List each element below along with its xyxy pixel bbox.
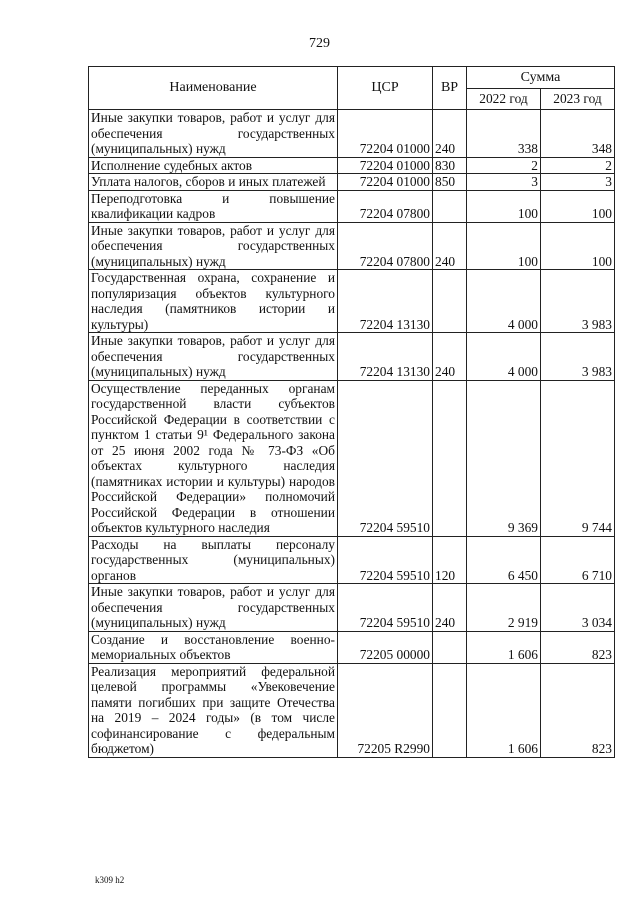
table-row bbox=[89, 333, 615, 381]
row-vr bbox=[433, 270, 467, 333]
row-sum-2022: 6 450 bbox=[467, 536, 541, 584]
row-vr: 240 bbox=[433, 110, 467, 158]
row-name: Иные закупки товаров, работ и услуг для обеспечения государственных (муниципальных) нужд bbox=[89, 110, 338, 158]
row-csr: 72204 07800 bbox=[338, 222, 433, 270]
row-name: Осуществление переданных органам государственной власти субъектов Российской Федерации в соответствии с пунктом 1 статьи 9¹ Федерального закона от 25 июня 2002 года № 73-ФЗ «Об объектах культурного наследия (памятниках истории и культуры) народов Российской Федерации» полномочий Российской Федерации в отношении объектов культурного наследия bbox=[89, 380, 338, 536]
row-name: Иные закупки товаров, работ и услуг для обеспечения государственных (муниципальных) нужд bbox=[89, 584, 338, 632]
row-sum-2022: 3 bbox=[467, 174, 541, 191]
row-csr: 72204 01000 bbox=[338, 157, 433, 174]
row-vr: 240 bbox=[433, 584, 467, 632]
header-csr: ЦСР bbox=[338, 67, 433, 110]
table-header bbox=[89, 67, 615, 110]
row-name: Государственная охрана, сохранение и популяризация объектов культурного наследия (памятников истории и культуры) bbox=[89, 270, 338, 333]
row-sum-2023: 823 bbox=[541, 631, 615, 663]
table-row bbox=[89, 157, 615, 174]
row-sum-2023: 2 bbox=[541, 157, 615, 174]
row-sum-2022: 2 bbox=[467, 157, 541, 174]
table-row bbox=[89, 584, 615, 632]
row-csr: 72205 R2990 bbox=[338, 663, 433, 757]
row-sum-2022: 4 000 bbox=[467, 333, 541, 381]
row-vr: 240 bbox=[433, 333, 467, 381]
row-sum-2022: 1 606 bbox=[467, 663, 541, 757]
row-csr: 72204 59510 bbox=[338, 584, 433, 632]
table-row bbox=[89, 631, 615, 663]
row-sum-2023: 100 bbox=[541, 190, 615, 222]
row-name: Переподготовка и повышение квалификации кадров bbox=[89, 190, 338, 222]
row-name: Иные закупки товаров, работ и услуг для обеспечения государственных (муниципальных) нужд bbox=[89, 222, 338, 270]
row-csr: 72205 00000 bbox=[338, 631, 433, 663]
row-vr: 120 bbox=[433, 536, 467, 584]
row-csr: 72204 01000 bbox=[338, 110, 433, 158]
page-number: 729 bbox=[309, 36, 330, 51]
table-row bbox=[89, 190, 615, 222]
table-row bbox=[89, 222, 615, 270]
header-year-2023: 2023 год bbox=[541, 89, 615, 110]
row-vr: 850 bbox=[433, 174, 467, 191]
row-sum-2023: 3 034 bbox=[541, 584, 615, 632]
row-sum-2023: 6 710 bbox=[541, 536, 615, 584]
footer-code: k309 h2 bbox=[95, 875, 125, 885]
table-body bbox=[89, 110, 615, 758]
row-csr: 72204 59510 bbox=[338, 380, 433, 536]
row-sum-2022: 100 bbox=[467, 222, 541, 270]
row-sum-2022: 2 919 bbox=[467, 584, 541, 632]
row-name: Создание и восстановление военно-мемориальных объектов bbox=[89, 631, 338, 663]
row-sum-2023: 3 bbox=[541, 174, 615, 191]
header-year-2022: 2022 год bbox=[467, 89, 541, 110]
row-sum-2022: 338 bbox=[467, 110, 541, 158]
row-name: Иные закупки товаров, работ и услуг для обеспечения государственных (муниципальных) нужд bbox=[89, 333, 338, 381]
header-vr: ВР bbox=[433, 67, 467, 110]
row-sum-2023: 100 bbox=[541, 222, 615, 270]
row-vr bbox=[433, 190, 467, 222]
row-name: Реализация мероприятий федеральной целевой программы «Увековечение памяти погибших при защите Отечества на 2019 – 2024 годы» (в том числе софинансирование с федеральным бюджетом) bbox=[89, 663, 338, 757]
row-sum-2022: 9 369 bbox=[467, 380, 541, 536]
row-sum-2023: 3 983 bbox=[541, 333, 615, 381]
row-sum-2022: 1 606 bbox=[467, 631, 541, 663]
table-row bbox=[89, 174, 615, 191]
row-name: Уплата налогов, сборов и иных платежей bbox=[89, 174, 338, 191]
budget-table bbox=[88, 66, 615, 758]
table-row bbox=[89, 536, 615, 584]
row-name: Исполнение судебных актов bbox=[89, 157, 338, 174]
header-name: Наименование bbox=[89, 67, 338, 110]
row-csr: 72204 13130 bbox=[338, 270, 433, 333]
row-csr: 72204 59510 bbox=[338, 536, 433, 584]
row-vr bbox=[433, 663, 467, 757]
table-row bbox=[89, 270, 615, 333]
row-vr bbox=[433, 631, 467, 663]
header-sum: Сумма bbox=[467, 67, 615, 89]
row-vr: 830 bbox=[433, 157, 467, 174]
row-sum-2023: 3 983 bbox=[541, 270, 615, 333]
row-csr: 72204 07800 bbox=[338, 190, 433, 222]
row-name: Расходы на выплаты персоналу государственных (муниципальных) органов bbox=[89, 536, 338, 584]
row-sum-2022: 4 000 bbox=[467, 270, 541, 333]
table-row bbox=[89, 380, 615, 536]
row-vr: 240 bbox=[433, 222, 467, 270]
row-sum-2023: 9 744 bbox=[541, 380, 615, 536]
row-sum-2022: 100 bbox=[467, 190, 541, 222]
table-row bbox=[89, 663, 615, 757]
table-row bbox=[89, 110, 615, 158]
row-sum-2023: 823 bbox=[541, 663, 615, 757]
row-csr: 72204 13130 bbox=[338, 333, 433, 381]
row-csr: 72204 01000 bbox=[338, 174, 433, 191]
row-vr bbox=[433, 380, 467, 536]
row-sum-2023: 348 bbox=[541, 110, 615, 158]
